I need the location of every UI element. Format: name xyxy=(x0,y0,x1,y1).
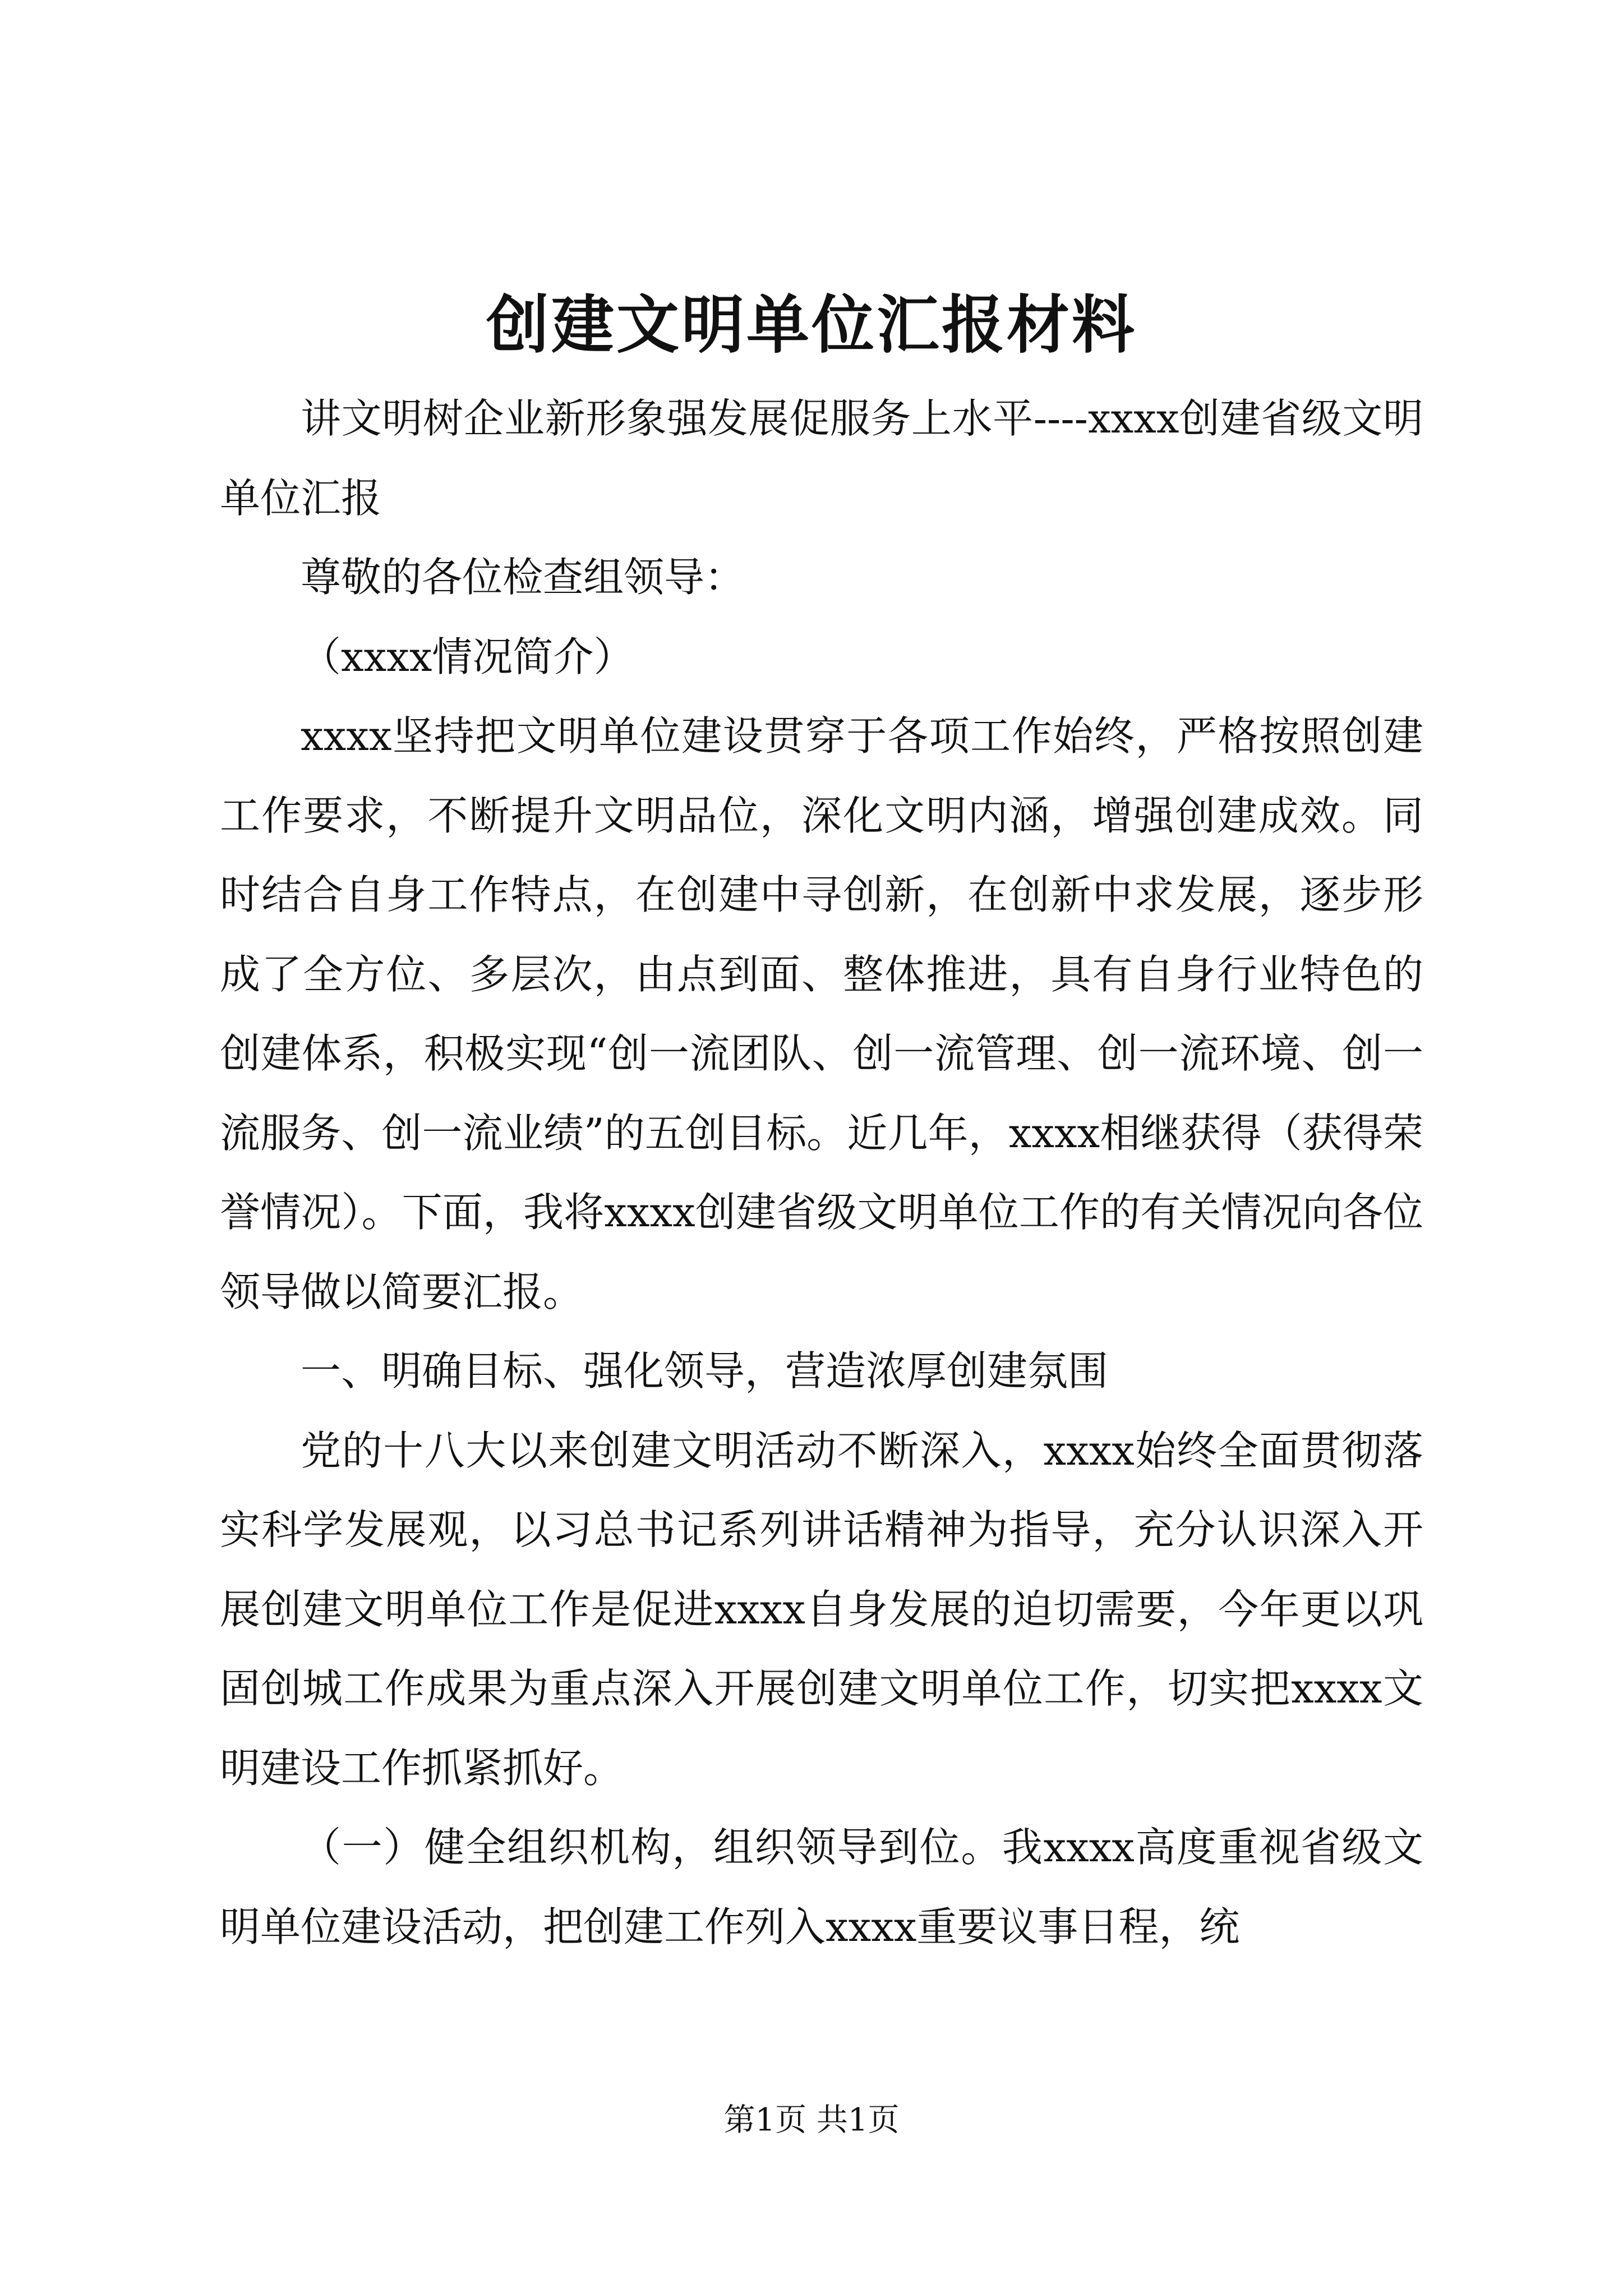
paragraph-overview: xxxx坚持把文明单位建设贯穿于各项工作始终，严格按照创建工作要求，不断提升文明品位，深化文明内涵，增强创建成效。同时结合自身工作特点，在创建中寻创新，在创新中求发展，逐步形成了全方位、多层次，由点到面、整体推进，具有自身行业特色的创建体系，积极实现“创一流团队、创一流管理、创一流环境、创一流服务、创一流业绩”的五创目标。近几年，xxxx相继获得（获得荣誉情况）。下面，我将xxxx创建省级文明单位工作的有关情况向各位领导做以简要汇报。 xyxy=(220,712,1423,1315)
section-heading-1: 一、明确目标、强化领导，营造浓厚创建氛围 xyxy=(301,1347,1109,1395)
paragraph-subsection-1: （一）健全组织机构，组织领导到位。我xxxx高度重视省级文明单位建设活动，把创建工作列入xxxx重要议事日程，统 xyxy=(220,1824,1423,1950)
paragraph-salutation: 尊敬的各位检查组领导： xyxy=(301,554,745,601)
paragraph-section-1: 党的十八大以来创建文明活动不断深入，xxxx始终全面贯彻落实科学发展观，以习总书记系列讲话精神为指导，充分认识深入开展创建文明单位工作是促进xxxx自身发展的迫切需要，今年更以巩固创城工作成果为重点深入开展创建文明单位工作，切实把xxxx文明建设工作抓紧抓好。 xyxy=(220,1427,1423,1792)
paragraph-subtitle: 讲文明树企业新形象强发展促服务上水平----xxxx创建省级文明单位汇报 xyxy=(220,395,1423,522)
document-body xyxy=(220,379,1423,1967)
document-title: 创建文明单位汇报材料 xyxy=(486,288,1137,362)
page-footer: 第1页 共1页 xyxy=(723,2102,900,2138)
paragraph-intro-note: （xxxx情况简介） xyxy=(301,633,634,680)
